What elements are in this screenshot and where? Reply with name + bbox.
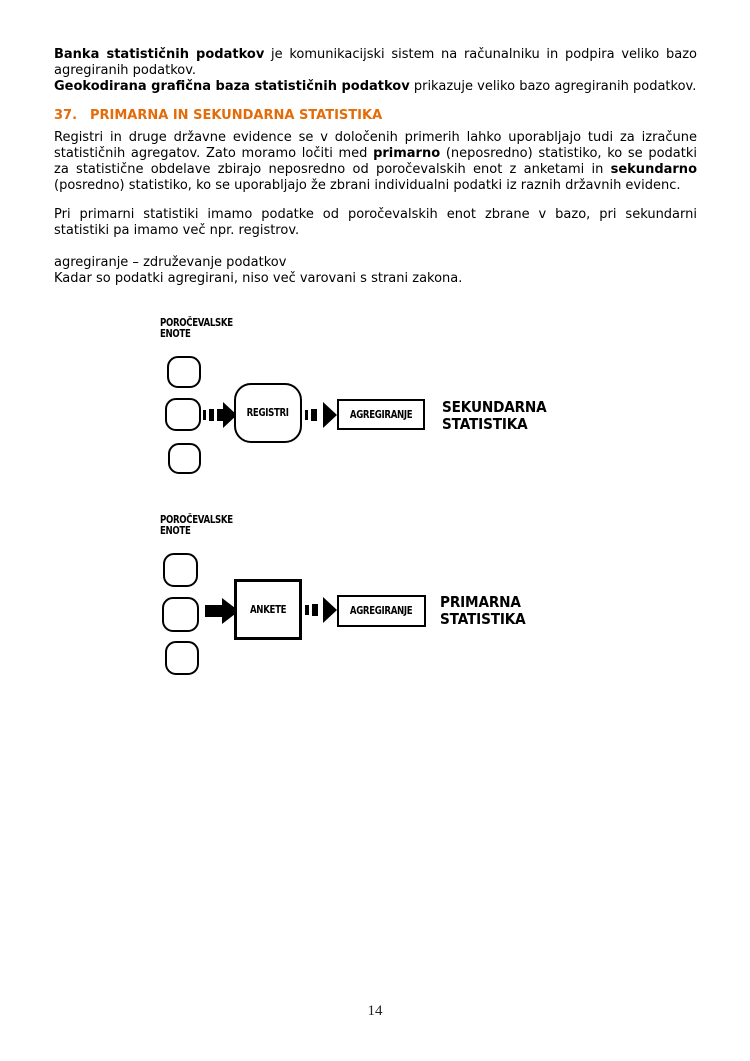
agregiranje-box bbox=[337, 595, 426, 627]
secondary-statistics-label bbox=[442, 399, 547, 433]
reporting-units-line2: ENOTE bbox=[160, 328, 191, 340]
reporting-units-line1: POROČEVALSKE bbox=[160, 317, 233, 329]
reporting-units-label bbox=[160, 318, 233, 340]
section-title: PRIMARNA IN SEKUNDARNA STATISTIKA bbox=[90, 107, 383, 123]
agregiranje-box-label: AGREGIRANJE bbox=[349, 408, 413, 421]
intro-term-1: Banka statističnih podatkov bbox=[54, 47, 265, 62]
registri-box-label: REGISTRI bbox=[246, 407, 290, 419]
reporting-unit-shape bbox=[162, 597, 199, 632]
page-number: 14 bbox=[367, 1003, 383, 1019]
secondary-statistics-line2: STATISTIKA bbox=[442, 415, 528, 433]
p1-run-1: Registri in druge državne evidence se v določenih primerih lahko uporabljajo tudi za izračune statističnih agregatov. Zato moramo ločiti med bbox=[54, 129, 697, 162]
intro-text-1: je komunikacijski sistem na računalniku in podpira veliko bazo agregiranih podatkov. bbox=[54, 47, 697, 79]
main-paragraph-2: Pri primarni statistiki imamo podatke od poročevalskih enot zbrane v bazo, pri sekundarni statistiki pa imamo več npr. registrov. bbox=[54, 206, 697, 238]
note-law: Kadar so podatki agregirani, niso več varovani s strani zakona. bbox=[54, 271, 463, 287]
reporting-unit-shape bbox=[165, 398, 201, 431]
striped-arrow-icon bbox=[203, 402, 237, 428]
section-number: 37. bbox=[54, 107, 78, 123]
secondary-statistics-line1: SEKUNDARNA bbox=[442, 398, 547, 416]
reporting-unit-shape bbox=[165, 641, 199, 675]
primary-statistics-label bbox=[440, 594, 526, 628]
intro-text-2: prikazuje veliko bazo agregiranih podatkov. bbox=[409, 79, 697, 95]
section-heading bbox=[54, 108, 697, 124]
striped-arrow-icon bbox=[305, 402, 337, 428]
reporting-unit-shape bbox=[168, 443, 201, 474]
document-text-flow bbox=[54, 47, 697, 287]
ankete-box bbox=[234, 579, 302, 640]
spacer bbox=[54, 195, 697, 207]
primary-statistics-line2: STATISTIKA bbox=[440, 610, 526, 628]
reporting-units-line2: ENOTE bbox=[160, 525, 191, 537]
intro-term-2: Geokodirana grafična baza statističnih podatkov bbox=[54, 79, 410, 95]
main-paragraph-1 bbox=[54, 130, 697, 195]
intro-paragraph-2 bbox=[54, 79, 697, 95]
ankete-box-label: ANKETE bbox=[249, 603, 287, 616]
registri-box bbox=[234, 383, 302, 443]
spacer bbox=[54, 239, 697, 255]
primary-statistics-line1: PRIMARNA bbox=[440, 593, 521, 611]
reporting-units-line1: POROČEVALSKE bbox=[160, 514, 233, 526]
reporting-unit-shape bbox=[163, 553, 198, 587]
reporting-units-label bbox=[160, 515, 233, 537]
note-definition: agregiranje – združevanje podatkov bbox=[54, 255, 287, 271]
p1-term-primarno: primarno bbox=[373, 146, 441, 162]
p1-run-2: (neposredno) statistiko, ko se podatki za statistične obdelave zbirajo neposredno od poročevalskih enot z anketami in bbox=[54, 146, 697, 178]
p1-term-sekundarno: sekundarno bbox=[610, 162, 697, 178]
p1-run-3: (posredno) statistiko, ko se uporabljajo že zbrani individualni podatki iz raznih državnih evidenc. bbox=[54, 178, 681, 194]
striped-arrow-icon bbox=[305, 597, 337, 623]
agregiranje-box bbox=[337, 399, 425, 430]
reporting-unit-shape bbox=[167, 356, 201, 388]
intro-paragraph-1 bbox=[54, 47, 697, 79]
agregiranje-box-label: AGREGIRANJE bbox=[350, 605, 413, 617]
